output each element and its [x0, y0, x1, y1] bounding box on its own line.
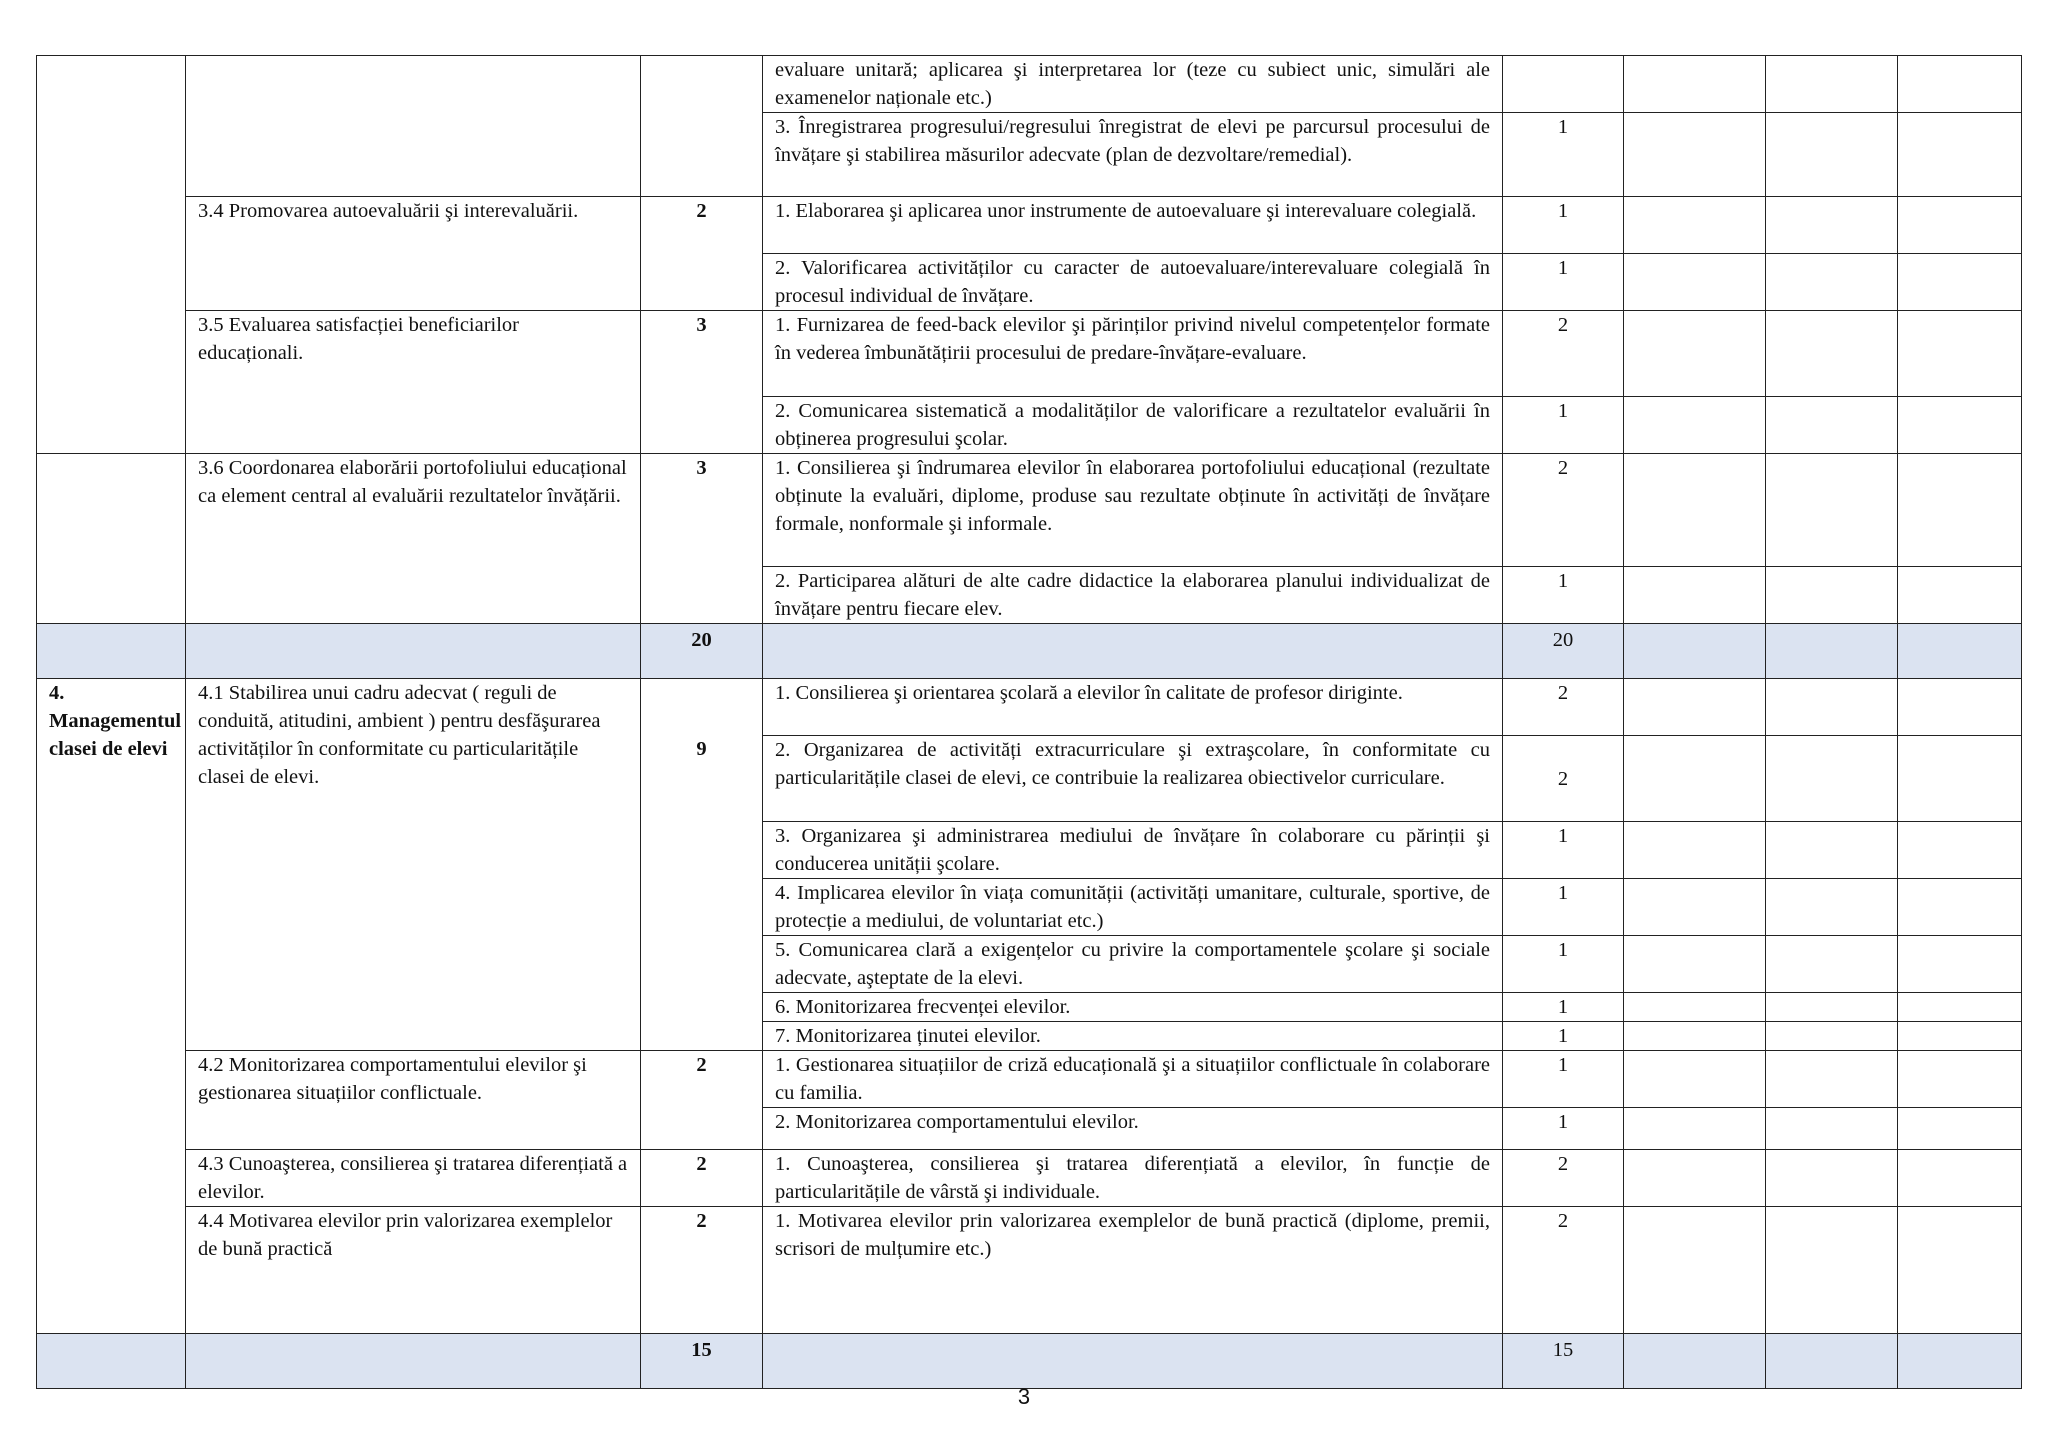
empty-cell — [1898, 736, 2022, 822]
empty-cell — [1898, 936, 2022, 993]
subtotal-score: 15 — [1503, 1334, 1624, 1389]
criterion-label: 3.4 Promovarea autoevaluării şi interevaluării. — [186, 197, 641, 311]
empty-cell — [1624, 1150, 1766, 1207]
domain-cell — [37, 56, 186, 454]
criterion-points: 9 — [641, 679, 763, 1051]
score-cell: 1 — [1503, 567, 1624, 624]
score-cell: 1 — [1503, 1108, 1624, 1150]
empty-cell — [1624, 197, 1766, 254]
empty-cell — [1624, 1022, 1766, 1051]
indicator-text: 7. Monitorizarea ținutei elevilor. — [763, 1022, 1503, 1051]
empty-cell — [1766, 397, 1898, 454]
subtotal-points: 20 — [641, 624, 763, 679]
empty-cell — [1624, 624, 1766, 679]
indicator-text: 3. Organizarea şi administrarea mediului de învățare în colaborare cu părinții şi conducerea unității şcolare. — [763, 822, 1503, 879]
indicator-text: 1. Cunoaşterea, consilierea şi tratarea diferențiată a elevilor, în funcție de particularitățile de vârstă şi individuale. — [763, 1150, 1503, 1207]
empty-cell — [186, 624, 641, 679]
criterion-points: 2 — [641, 197, 763, 311]
criterion-label: 4.3 Cunoaşterea, consilierea şi tratarea diferențiată a elevilor. — [186, 1150, 641, 1207]
empty-cell — [1624, 1207, 1766, 1334]
table-row — [37, 56, 2022, 113]
empty-cell — [1766, 311, 1898, 397]
table-row — [37, 679, 2022, 736]
empty-cell — [1898, 311, 2022, 397]
empty-cell — [1898, 567, 2022, 624]
empty-cell — [1624, 679, 1766, 736]
empty-cell — [1766, 1207, 1898, 1334]
empty-cell — [1624, 1051, 1766, 1108]
empty-cell — [1766, 936, 1898, 993]
empty-cell — [1624, 113, 1766, 197]
empty-cell — [1898, 1207, 2022, 1334]
indicator-text: 2. Organizarea de activități extracurriculare şi extraşcolare, în conformitate cu particularitățile clasei de elevi, ce contribuie la realizarea obiectivelor curriculare. — [763, 736, 1503, 822]
table-row — [37, 454, 2022, 567]
empty-cell — [1624, 397, 1766, 454]
empty-cell — [763, 624, 1503, 679]
score-cell: 1 — [1503, 397, 1624, 454]
indicator-text: 2. Monitorizarea comportamentului elevilor. — [763, 1108, 1503, 1150]
indicator-text: 1. Furnizarea de feed-back elevilor şi părinților privind nivelul competențelor formate în vederea îmbunătățirii procesului de predare-învățare-evaluare. — [763, 311, 1503, 397]
empty-cell — [763, 1334, 1503, 1389]
criterion-cell — [186, 56, 641, 197]
empty-cell — [1766, 993, 1898, 1022]
empty-cell — [1624, 454, 1766, 567]
score-cell: 1 — [1503, 113, 1624, 197]
empty-cell — [1898, 397, 2022, 454]
empty-cell — [1766, 1334, 1898, 1389]
empty-cell — [1898, 1150, 2022, 1207]
criterion-points: 2 — [641, 1207, 763, 1334]
score-cell: 2 — [1503, 311, 1624, 397]
empty-cell — [1766, 197, 1898, 254]
indicator-text: 2. Valorificarea activităților cu caracter de autoevaluare/interevaluare colegială în procesul individual de învățare. — [763, 254, 1503, 311]
score-cell: 2 — [1503, 1150, 1624, 1207]
empty-cell — [1898, 197, 2022, 254]
domain-title: 4. Managementul clasei de elevi — [37, 679, 186, 1334]
empty-cell — [1624, 311, 1766, 397]
empty-cell — [1898, 1022, 2022, 1051]
indicator-text: 1. Elaborarea şi aplicarea unor instrumente de autoevaluare şi interevaluare colegială. — [763, 197, 1503, 254]
empty-cell — [1766, 254, 1898, 311]
criterion-label: 4.4 Motivarea elevilor prin valorizarea exemplelor de bună practică — [186, 1207, 641, 1334]
table-row — [37, 1150, 2022, 1207]
score-cell: 1 — [1503, 254, 1624, 311]
empty-cell — [1898, 1051, 2022, 1108]
empty-cell — [1898, 254, 2022, 311]
table-row — [37, 1051, 2022, 1108]
indicator-text: 6. Monitorizarea frecvenței elevilor. — [763, 993, 1503, 1022]
indicator-text: 1. Gestionarea situațiilor de criză educațională şi a situațiilor conflictuale în colaborare cu familia. — [763, 1051, 1503, 1108]
empty-cell — [1898, 1334, 2022, 1389]
empty-cell — [1624, 822, 1766, 879]
criterion-label: 3.6 Coordonarea elaborării portofoliului educațional ca element central al evaluării rezultatelor învățării. — [186, 454, 641, 624]
score-cell: 2 — [1503, 1207, 1624, 1334]
criterion-points: 2 — [641, 1150, 763, 1207]
indicator-text: 1. Consilierea şi orientarea şcolară a elevilor în calitate de profesor diriginte. — [763, 679, 1503, 736]
score-cell: 2 — [1503, 454, 1624, 567]
indicator-text: 3. Înregistrarea progresului/regresului înregistrat de elevi pe parcursul procesului de învățare şi stabilirea măsurilor adecvate (plan de dezvoltare/remedial). — [763, 113, 1503, 197]
empty-cell — [1766, 879, 1898, 936]
empty-cell — [1624, 254, 1766, 311]
indicator-text: 5. Comunicarea clară a exigențelor cu privire la comportamentele şcolare şi sociale adecvate, aşteptate de la elevi. — [763, 936, 1503, 993]
subtotal-row — [37, 624, 2022, 679]
criterion-points: 3 — [641, 311, 763, 454]
indicator-text: 2. Participarea alături de alte cadre didactice la elaborarea planului individualizat de învățare pentru fiecare elev. — [763, 567, 1503, 624]
empty-cell — [1898, 113, 2022, 197]
score-cell: 1 — [1503, 197, 1624, 254]
subtotal-score: 20 — [1503, 624, 1624, 679]
empty-cell — [1898, 822, 2022, 879]
indicator-text: 1. Consilierea şi îndrumarea elevilor în elaborarea portofoliului educațional (rezultate obținute la evaluări, diplome, produse sau rezultate obținute în activități de învățare formale, nonformale şi informale. — [763, 454, 1503, 567]
empty-cell — [1624, 936, 1766, 993]
subtotal-row — [37, 1334, 2022, 1389]
criterion-points: 2 — [641, 1051, 763, 1150]
indicator-text: 1. Motivarea elevilor prin valorizarea exemplelor de bună practică (diplome, premii, scrisori de mulțumire etc.) — [763, 1207, 1503, 1334]
points-cell — [641, 56, 763, 197]
empty-cell — [1766, 736, 1898, 822]
score-cell: 2 — [1503, 679, 1624, 736]
empty-cell — [1766, 679, 1898, 736]
empty-cell — [1766, 113, 1898, 197]
criterion-points: 3 — [641, 454, 763, 624]
page-number: 3 — [1017, 1384, 1031, 1409]
empty-cell — [1766, 567, 1898, 624]
score-cell — [1503, 56, 1624, 113]
empty-cell — [1624, 993, 1766, 1022]
empty-cell — [1766, 1108, 1898, 1150]
empty-cell — [1898, 624, 2022, 679]
criterion-label: 4.2 Monitorizarea comportamentului elevilor şi gestionarea situațiilor conflictuale. — [186, 1051, 641, 1150]
empty-cell — [1898, 679, 2022, 736]
score-cell: 1 — [1503, 936, 1624, 993]
empty-cell — [1898, 879, 2022, 936]
empty-cell — [1766, 454, 1898, 567]
score-cell: 2 — [1503, 736, 1624, 822]
empty-cell — [1624, 56, 1766, 113]
domain-cell — [37, 454, 186, 624]
indicator-text: evaluare unitară; aplicarea şi interpretarea lor (teze cu subiect unic, simulări ale examenelor naționale etc.) — [763, 56, 1503, 113]
empty-cell — [1898, 993, 2022, 1022]
table-row — [37, 1207, 2022, 1334]
subtotal-points: 15 — [641, 1334, 763, 1389]
empty-cell — [37, 624, 186, 679]
evaluation-grid-table — [36, 55, 2022, 1389]
empty-cell — [1898, 56, 2022, 113]
score-cell: 1 — [1503, 1051, 1624, 1108]
score-cell: 1 — [1503, 993, 1624, 1022]
empty-cell — [1624, 879, 1766, 936]
table-row — [37, 197, 2022, 254]
empty-cell — [1766, 624, 1898, 679]
empty-cell — [186, 1334, 641, 1389]
empty-cell — [1766, 56, 1898, 113]
score-cell: 1 — [1503, 1022, 1624, 1051]
empty-cell — [1898, 1108, 2022, 1150]
criterion-label: 3.5 Evaluarea satisfacției beneficiarilor educaționali. — [186, 311, 641, 454]
score-cell: 1 — [1503, 822, 1624, 879]
criterion-label: 4.1 Stabilirea unui cadru adecvat ( reguli de conduită, atitudini, ambient ) pentru desfăşurarea activităților în conformitate cu particularitățile clasei de elevi. — [186, 679, 641, 1051]
table-row — [37, 311, 2022, 397]
empty-cell — [1766, 1051, 1898, 1108]
empty-cell — [37, 1334, 186, 1389]
empty-cell — [1766, 822, 1898, 879]
empty-cell — [1766, 1150, 1898, 1207]
empty-cell — [1766, 1022, 1898, 1051]
indicator-text: 2. Comunicarea sistematică a modalităților de valorificare a rezultatelor evaluării în obținerea progresului şcolar. — [763, 397, 1503, 454]
empty-cell — [1624, 567, 1766, 624]
score-cell: 1 — [1503, 879, 1624, 936]
empty-cell — [1624, 1334, 1766, 1389]
empty-cell — [1624, 1108, 1766, 1150]
indicator-text: 4. Implicarea elevilor în viața comunității (activități umanitare, culturale, sportive, de protecție a mediului, de voluntariat etc.) — [763, 879, 1503, 936]
empty-cell — [1624, 736, 1766, 822]
empty-cell — [1898, 454, 2022, 567]
